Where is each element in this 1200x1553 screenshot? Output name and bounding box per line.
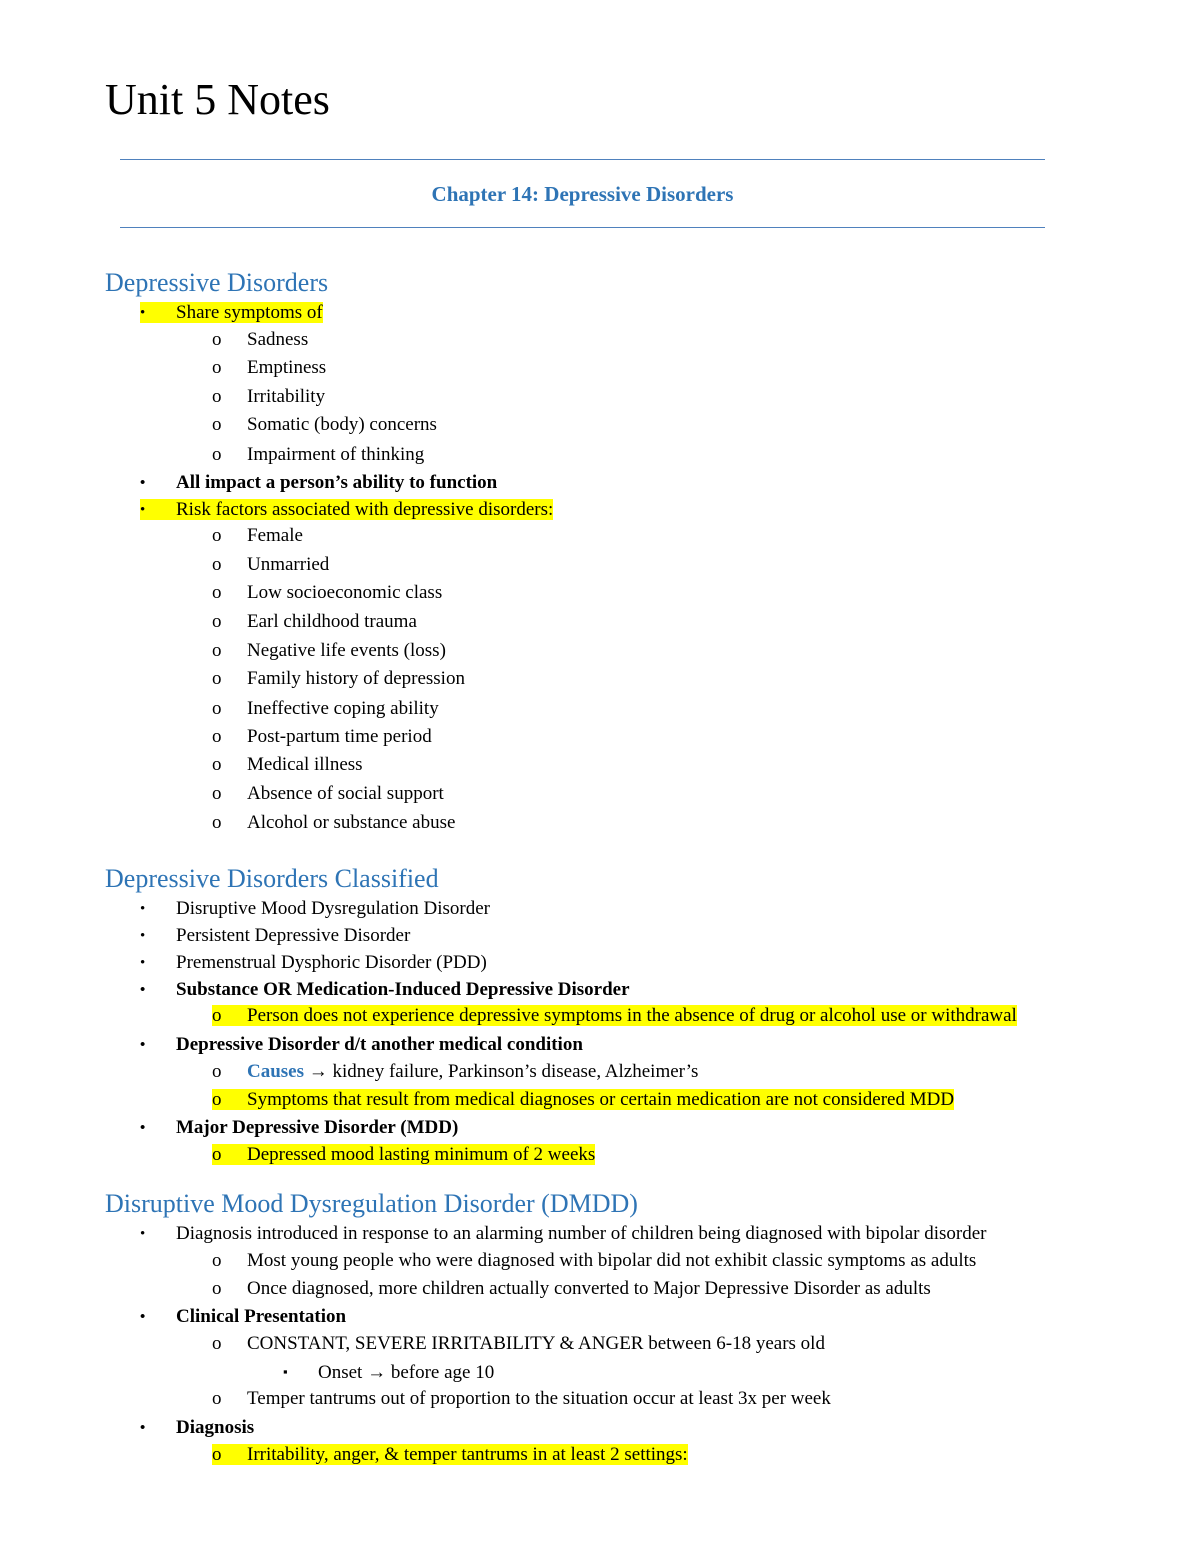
list-item: o Low socioeconomic class	[212, 582, 443, 603]
list-item: o Medical illness	[212, 754, 363, 775]
list-item: ▪ Onset → before age 10	[283, 1362, 495, 1383]
list-item: o Irritability	[212, 386, 326, 407]
list-item: o Most young people who were diagnosed with bipolar did not exhibit classic symptoms as adults	[212, 1250, 977, 1271]
list-item: o Depressed mood lasting minimum of 2 weeks	[212, 1144, 596, 1165]
divider-top	[120, 159, 1045, 160]
list-item: o Family history of depression	[212, 668, 465, 689]
list-item: o Once diagnosed, more children actually converted to Major Depressive Disorder as adults	[212, 1278, 931, 1299]
list-item: • Disruptive Mood Dysregulation Disorder	[140, 898, 490, 919]
list-item: o Negative life events (loss)	[212, 640, 446, 661]
list-item: • All impact a person’s ability to function	[140, 472, 498, 493]
list-item: • Premenstrual Dysphoric Disorder (PDD)	[140, 952, 487, 973]
list-item: o Somatic (body) concerns	[212, 414, 437, 435]
list-item: • Diagnosis	[140, 1417, 255, 1438]
list-item: • Substance OR Medication-Induced Depressive Disorder	[140, 979, 630, 1000]
list-item: o Female	[212, 525, 303, 546]
list-item: o Temper tantrums out of proportion to the situation occur at least 3x per week	[212, 1388, 831, 1409]
list-item: o Ineffective coping ability	[212, 698, 439, 719]
section-heading-depressive-disorders: Depressive Disorders	[105, 268, 329, 297]
list-item: • Clinical Presentation	[140, 1306, 347, 1327]
list-item: o Sadness	[212, 329, 309, 350]
list-item: o Person does not experience depressive symptoms in the absence of drug or alcohol use or withdrawal	[212, 1005, 1017, 1026]
list-item: o Emptiness	[212, 357, 327, 378]
list-item: • Persistent Depressive Disorder	[140, 925, 411, 946]
list-item: o Post-partum time period	[212, 726, 432, 747]
list-item: o Irritability, anger, & temper tantrums in at least 2 settings:	[212, 1444, 688, 1465]
page-title: Unit 5 Notes	[105, 75, 330, 124]
list-item: o Impairment of thinking	[212, 444, 425, 465]
list-item: • Depressive Disorder d/t another medical condition	[140, 1034, 583, 1055]
list-item: o Absence of social support	[212, 783, 444, 804]
list-item: o Symptoms that result from medical diagnoses or certain medication are not considered MDD	[212, 1089, 955, 1110]
list-item: • Risk factors associated with depressive disorders:	[140, 499, 554, 520]
list-item: • Diagnosis introduced in response to an alarming number of children being diagnosed with bipolar disorder	[140, 1223, 987, 1244]
list-item: • Share symptoms of	[140, 302, 323, 323]
list-item: o Earl childhood trauma	[212, 611, 417, 632]
section-heading-classified: Depressive Disorders Classified	[105, 864, 439, 893]
divider-bottom	[120, 227, 1045, 228]
section-heading-dmdd: Disruptive Mood Dysregulation Disorder (DMDD)	[105, 1189, 638, 1218]
list-item: o CONSTANT, SEVERE IRRITABILITY & ANGER between 6-18 years old	[212, 1333, 825, 1354]
list-item: o Causes → kidney failure, Parkinson’s disease, Alzheimer’s	[212, 1061, 699, 1082]
chapter-heading: Chapter 14: Depressive Disorders	[431, 182, 734, 206]
list-item: o Alcohol or substance abuse	[212, 812, 456, 833]
list-item: • Major Depressive Disorder (MDD)	[140, 1117, 459, 1138]
list-item: o Unmarried	[212, 554, 330, 575]
